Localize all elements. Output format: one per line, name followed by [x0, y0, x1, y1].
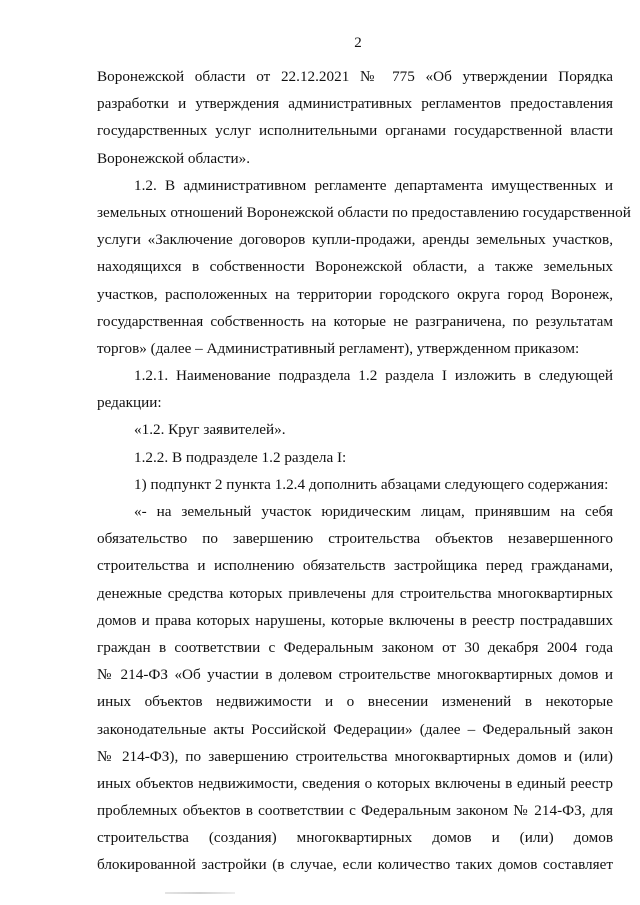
text-line: № 214-ФЗ), по завершению строительства многоквартирных домов и (или) [97, 747, 613, 765]
text-line: участков, расположенных на территории городского округа город Воронеж, [97, 285, 613, 303]
text-line: иных объектов недвижимости и о внесении изменений в некоторые [97, 693, 613, 711]
text-line: обязательство по завершению строительства объектов незавершенного [97, 530, 613, 548]
text-line: иных объектов недвижимости, сведения о которых включены в единый реестр [97, 774, 613, 792]
text-line: редакции: [97, 394, 162, 412]
text-line: земельных отношений Воронежской области по предоставлению государственной [97, 203, 631, 221]
text-line: государственная собственность на которые не разграничена, по результатам [97, 312, 613, 330]
text-line: блокированной застройки (в случае, если количество таких домов составляет [97, 856, 613, 874]
text-line: «1.2. Круг заявителей». [134, 421, 286, 439]
text-line: строительства (создания) многоквартирных домов и (или) домов [97, 829, 613, 847]
text-line: проблемных объектов в соответствии с Федеральным законом № 214-ФЗ, для [97, 802, 613, 820]
text-line: домов и права которых нарушены, которые включены в реестр пострадавших [97, 611, 613, 629]
text-line: 1) подпункт 2 пункта 1.2.4 дополнить абзацами следующего содержания: [134, 475, 609, 493]
text-line: услуги «Заключение договоров купли-продажи, аренды земельных участков, [97, 231, 613, 249]
text-line: 1.2.2. В подразделе 1.2 раздела I: [134, 448, 347, 466]
text-line: 1.2.1. Наименование подраздела 1.2 раздела I изложить в следующей [134, 367, 613, 385]
text-line: государственных услуг исполнительными органами государственной власти [97, 122, 613, 140]
document-body [97, 63, 631, 879]
scan-artifact [165, 892, 235, 894]
text-line: 1.2. В административном регламенте департамента имущественных и [134, 176, 613, 194]
text-line: торгов» (далее – Административный регламент), утвержденном приказом: [97, 339, 580, 357]
text-line: № 214-ФЗ «Об участии в долевом строительстве многоквартирных домов и [97, 666, 613, 684]
text-line: денежные средства которых привлечены для строительства многоквартирных [97, 584, 613, 602]
text-line: строительства и исполнению обязательств застройщика перед гражданами, [97, 557, 613, 575]
text-line: Воронежской области от 22.12.2021 № 775 «Об утверждении Порядка [97, 68, 613, 85]
text-line: «- на земельный участок юридическим лицам, принявшим на себя [134, 503, 613, 520]
text-line: законодательные акты Российской Федерации» (далее – Федеральный закон [97, 720, 613, 738]
text-line: Воронежской области». [97, 149, 251, 167]
page-number: 2 [354, 35, 362, 51]
text-line: граждан в соответствии с Федеральным законом от 30 декабря 2004 года [97, 638, 613, 656]
text-line: разработки и утверждения административных регламентов предоставления [97, 95, 613, 113]
text-line: находящихся в собственности Воронежской области, а также земельных [97, 258, 613, 276]
